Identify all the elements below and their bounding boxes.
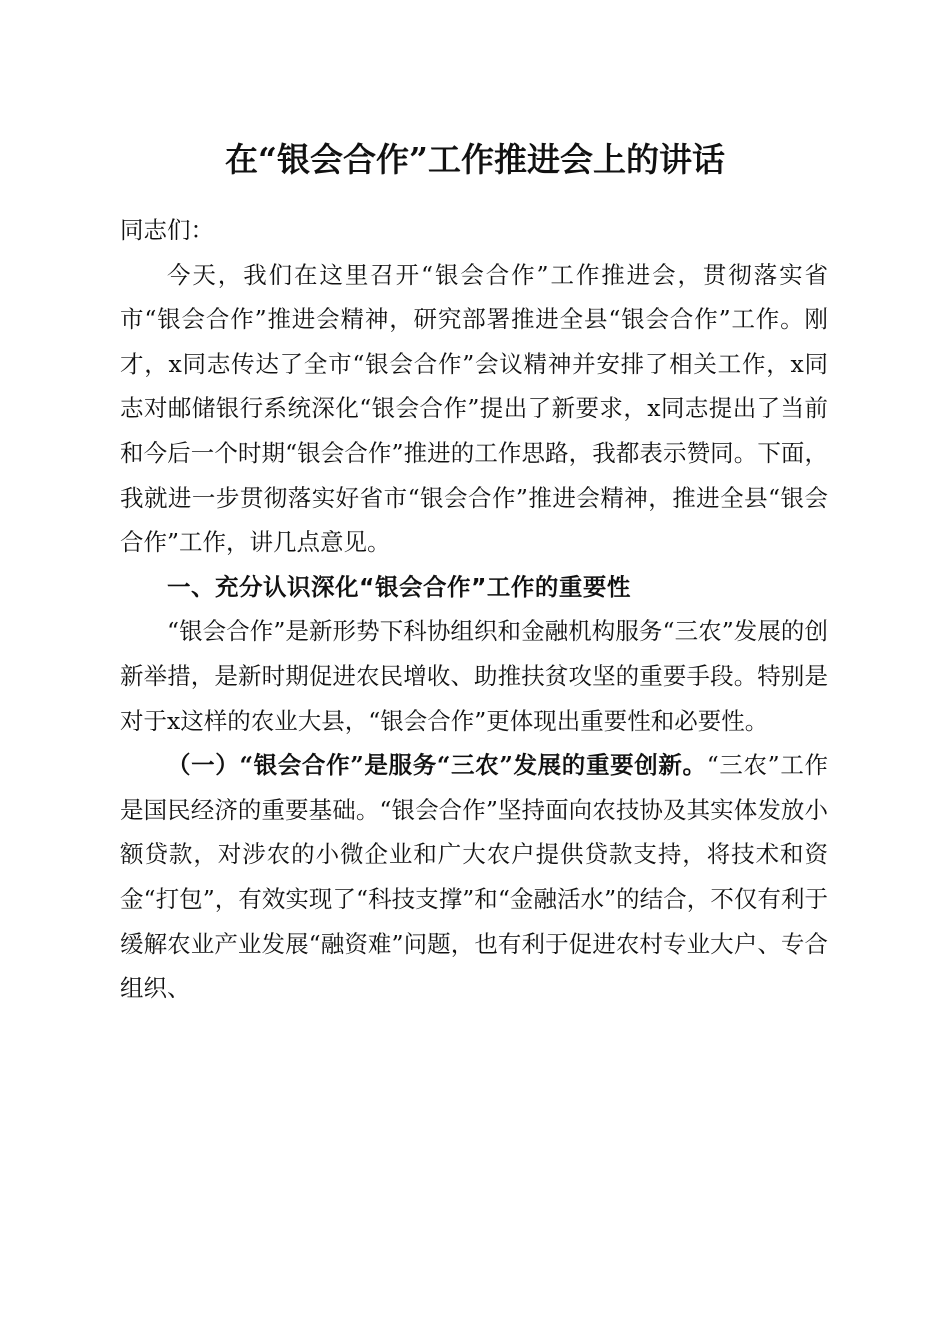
document-title: 在“银会合作”工作推进会上的讲话 [225, 140, 725, 179]
subsection-1-heading: （一）“银会合作”是服务“三农”发展的重要创新。 [167, 751, 707, 780]
paragraph-3-block [120, 743, 828, 1011]
paragraph-2: “银会合作”是新形势下科协组织和金融机构服务“三农”发展的创新举措，是新时期促进农民增收、助推扶贫攻坚的重要手段。特别是对于x这样的农业大县，“银会合作”更体现出重要性和必要性。 [120, 617, 828, 735]
salutation: 同志们： [120, 216, 214, 244]
paragraph-3: “三农”工作是国民经济的重要基础。“银会合作”坚持面向农技协及其实体发放小额贷款，对涉农的小微企业和广大农户提供贷款支持，将技术和资金“打包”，有效实现了“科技支撑”和“金融活水”的结合，不仅有利于缓解农业产业发展“融资难”问题，也有利于促进农村专业大户、专合组织、 [120, 751, 828, 1003]
paragraph-1: 今天，我们在这里召开“银会合作”工作推进会，贯彻落实省市“银会合作”推进会精神，研究部署推进全县“银会合作”工作。刚才，x同志传达了全市“银会合作”会议精神并安排了相关工作，x同志对邮储银行系统深化“银会合作”提出了新要求，x同志提出了当前和今后一个时期“银会合作”推进的工作思路，我都表示赞同。下面，我就进一步贯彻落实好省市“银会合作”推进会精神，推进全县“银会合作”工作，讲几点意见。 [120, 260, 828, 557]
section-1-heading: 一、充分认识深化“银会合作”工作的重要性 [167, 572, 631, 601]
document-body [120, 208, 828, 1011]
